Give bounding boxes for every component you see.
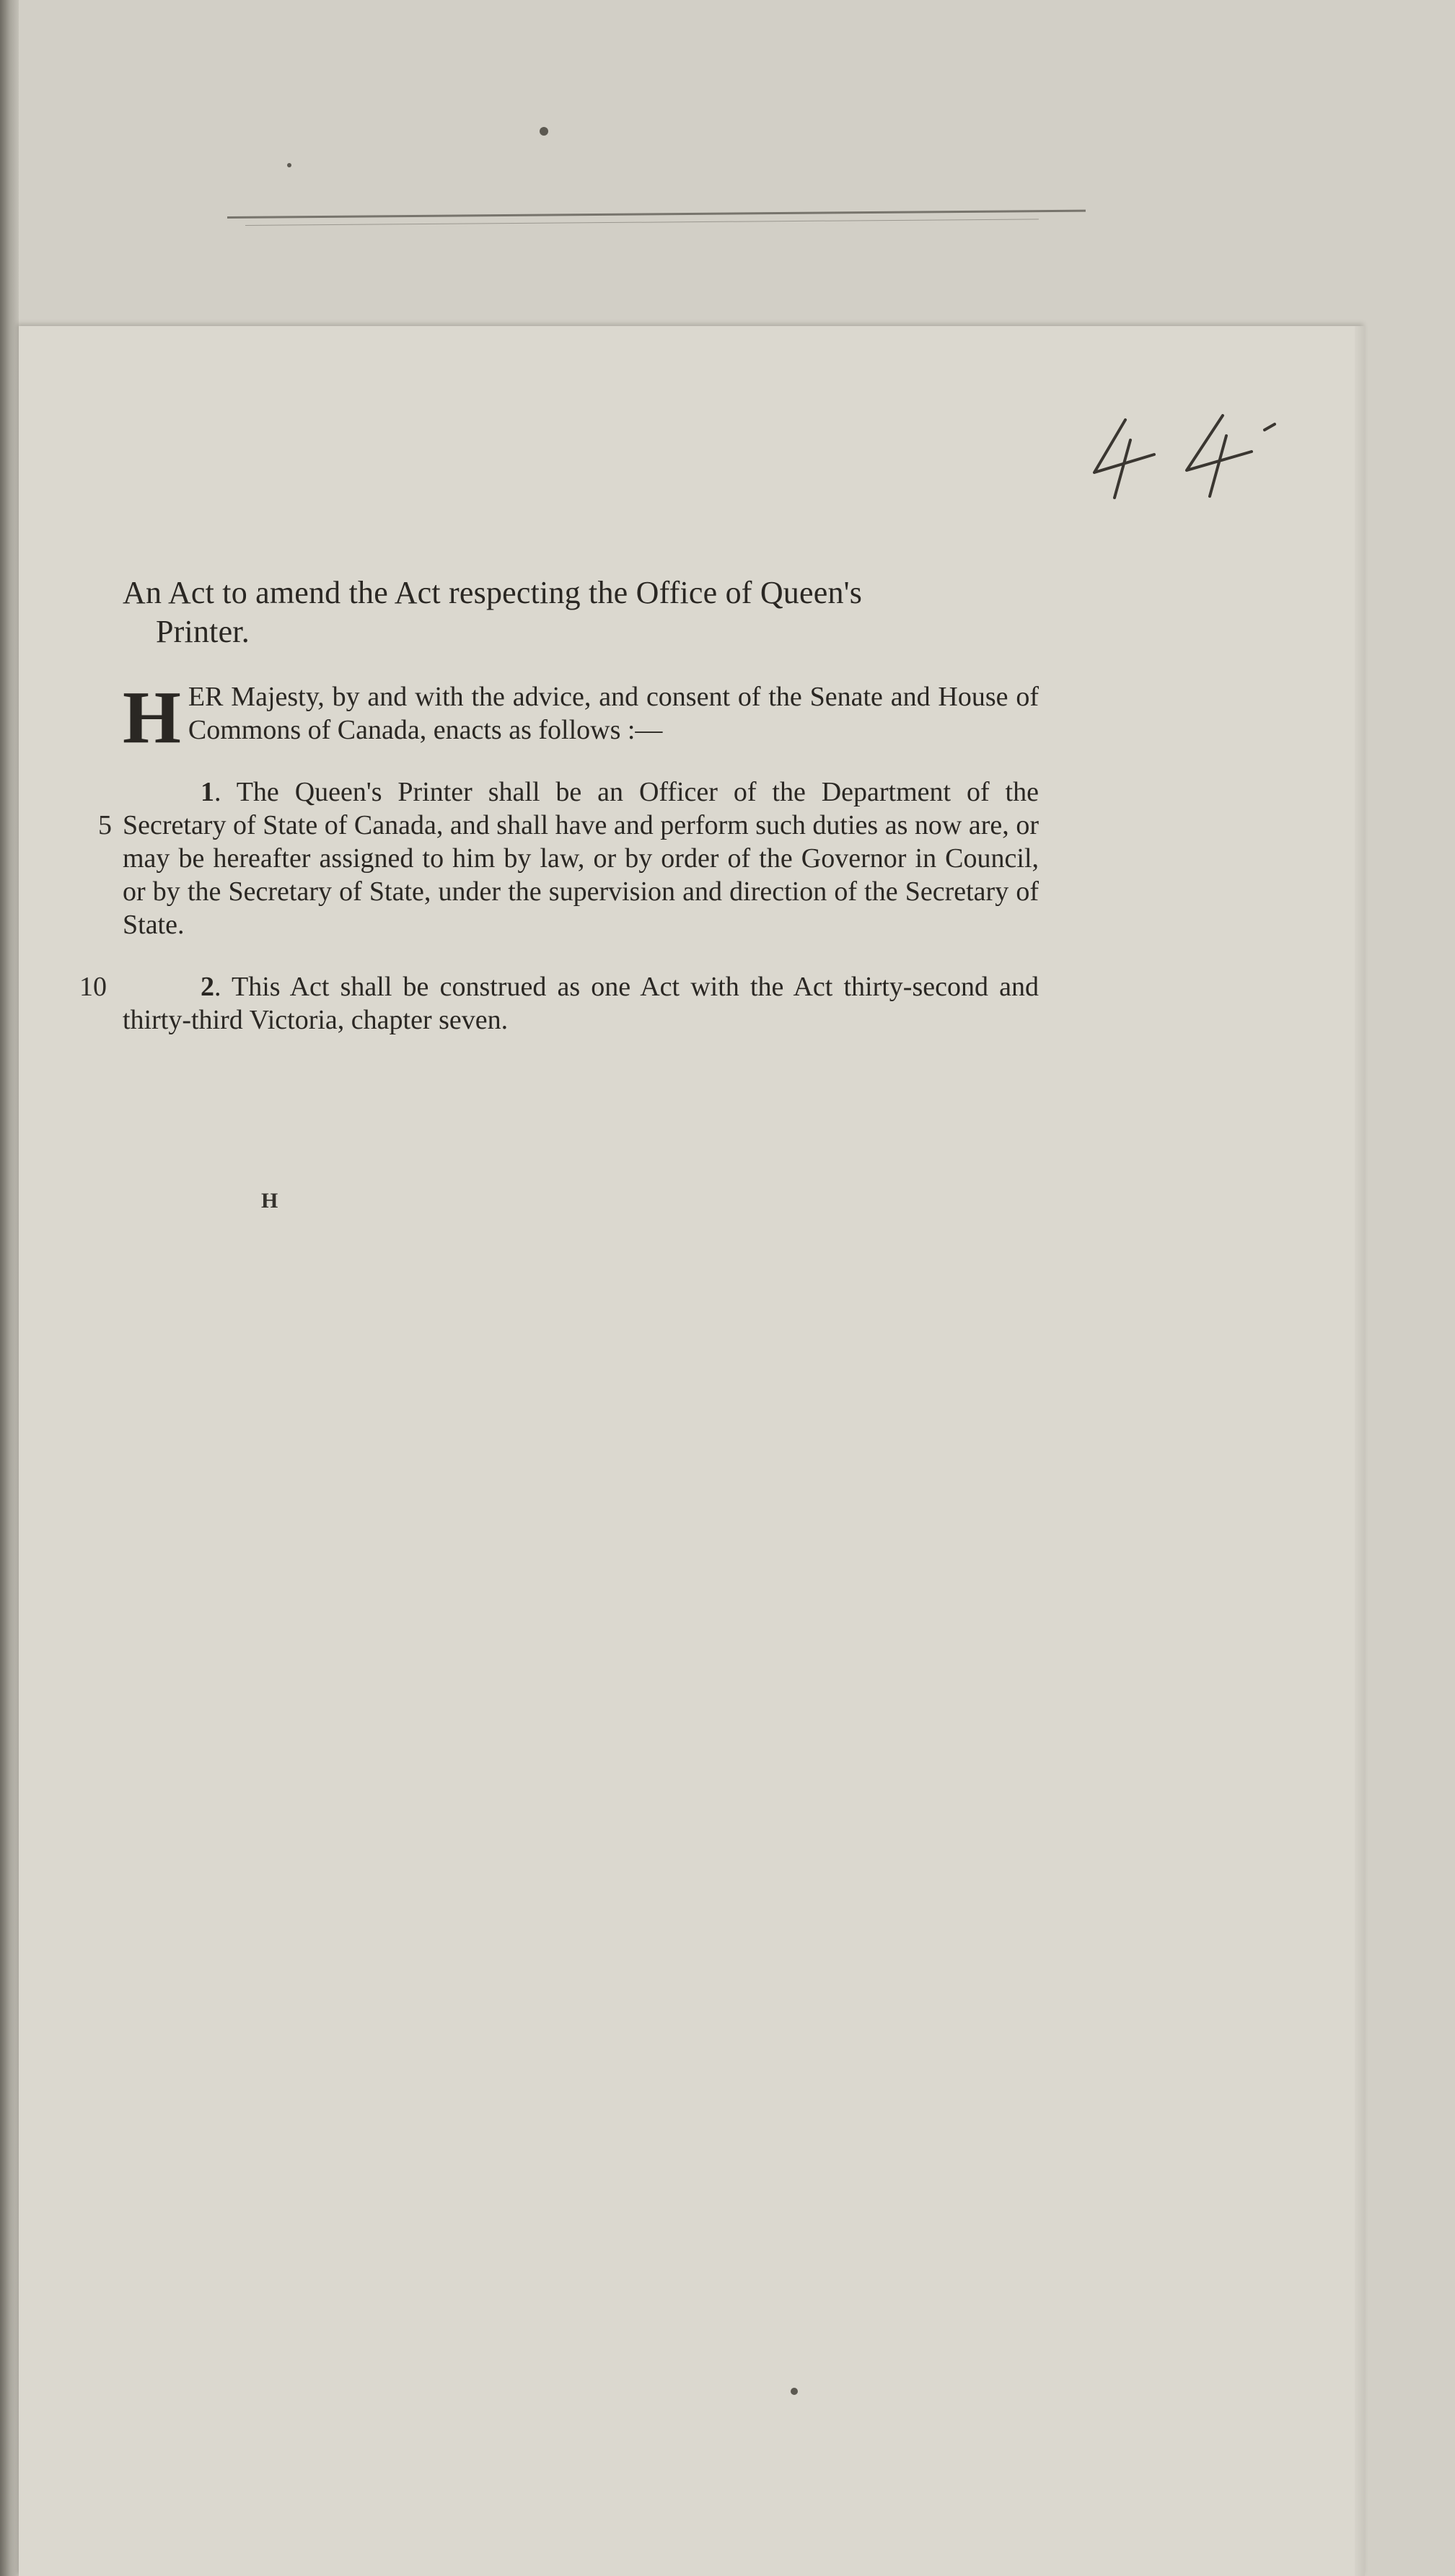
act-title-line-2: Printer. [156,614,250,649]
section-text: The Queen's Printer shall be an Officer of the Department of the Secretary of State of Canada, and shall have and perform such duties as now are, or may be hereafter assigned to him by law, or by order of the Governor in Council, or by the Secretary of State, under the supervision and direction of the Secretary of State. [123,777,1039,940]
section-number: 1 [201,777,214,807]
act-document [79,573,1039,1037]
section-text: This Act shall be construed as one Act with the Act thirty-second and thirty-third Victoria, chapter seven. [123,972,1039,1035]
enacting-text: ER Majesty, by and with the advice, and consent of the Senate and House of Commons of Canada, enacts as follows :— [188,682,1039,745]
section-1: 5 1. The Queen's Printer shall be an Officer of the Department of the Secretary of State of Canada, and shall have and perform such duties as now are, or may be hereafter assigned to him by law, or by order of the Governor in Council, or by the Secretary of State, under the supervision and direction of the Secretary of State. [98,777,1039,940]
printer-mark: H [261,1189,278,1213]
binding-edge [0,0,19,2576]
margin-line-number: 10 [79,972,107,1002]
margin-line-number: 5 [98,810,112,840]
sheet-edge [1355,326,1365,2576]
enacting-clause [123,676,1039,759]
section-2: 10 2. This Act shall be construed as one Act with the Act thirty-second and thirty-third Victoria, chapter seven. [79,972,1039,1035]
paper-speck [287,163,291,167]
section-number: 2 [201,972,214,1002]
drop-cap: H [123,676,180,759]
handwritten-page-number [1086,404,1288,505]
paper-speck [540,127,548,136]
act-title [123,573,1039,651]
act-title-line-1: An Act to amend the Act respecting the Office of Queen's [123,575,863,610]
paper-speck [791,2388,798,2395]
